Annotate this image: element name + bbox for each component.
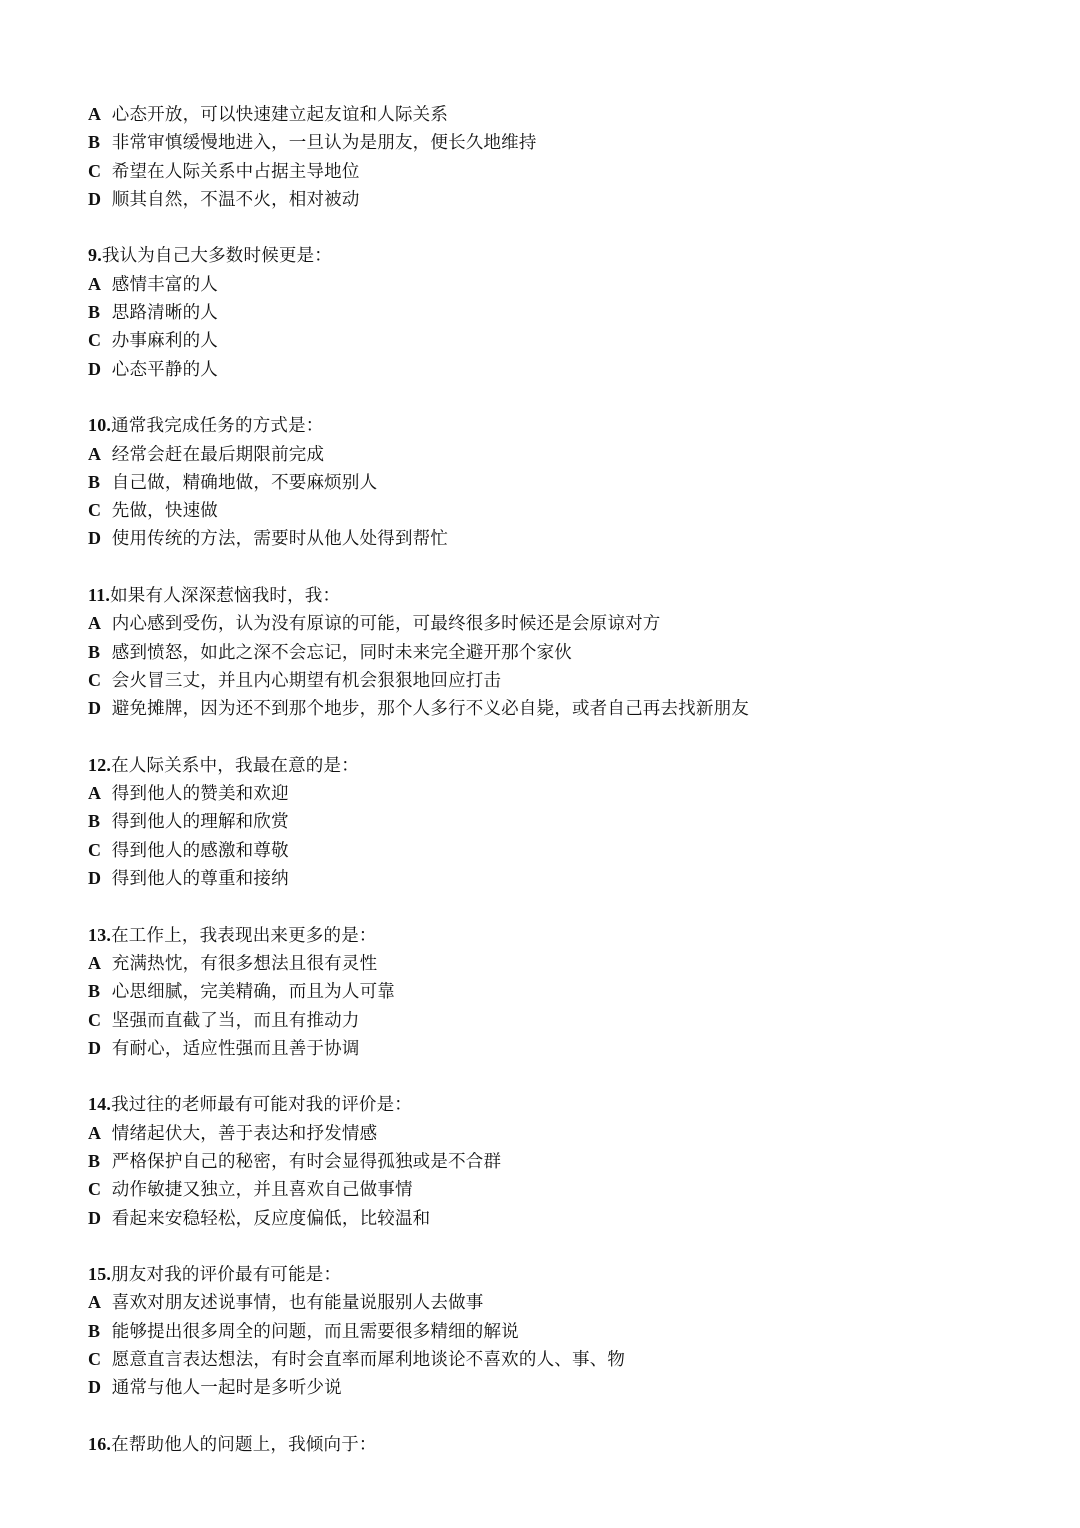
option-letter: C	[88, 160, 102, 181]
option-text: 经常会赶在最后期限前完成	[111, 444, 325, 465]
option-letter: C	[88, 669, 102, 690]
question-block	[88, 751, 1028, 892]
option-text: 愿意直言表达想法，有时会直率而犀利地谈论不喜欢的人、事、物	[111, 1350, 626, 1371]
option-letter: A	[88, 613, 102, 634]
option-letter: D	[88, 358, 102, 379]
question-text: 我认为自己大多数时候更是：	[101, 246, 333, 267]
option-letter: A	[88, 273, 102, 294]
question-text: 在帮助他人的问题上，我倾向于：	[111, 1434, 377, 1455]
option-line	[88, 1345, 1028, 1373]
option-text: 情绪起伏大，善于表达和抒发情感	[111, 1123, 378, 1144]
spacer	[88, 723, 1028, 751]
option-line	[88, 128, 1028, 156]
option-text: 思路清晰的人	[111, 303, 218, 324]
question-title	[88, 1260, 1028, 1288]
option-letter: D	[88, 1377, 102, 1398]
question-number: 10.	[88, 415, 112, 436]
option-letter: D	[88, 1037, 102, 1058]
spacer	[88, 383, 1028, 411]
question-number: 9.	[88, 245, 102, 266]
option-letter: B	[88, 981, 101, 1002]
option-text: 得到他人的赞美和欢迎	[111, 784, 289, 805]
option-line	[88, 326, 1028, 354]
option-text: 希望在人际关系中占据主导地位	[111, 161, 360, 182]
option-line	[88, 524, 1028, 552]
option-line	[88, 468, 1028, 496]
option-letter: B	[88, 641, 101, 662]
question-block	[88, 1260, 1028, 1401]
option-letter: B	[88, 1150, 101, 1171]
option-line	[88, 1373, 1028, 1401]
option-line	[88, 864, 1028, 892]
question-text: 朋友对我的评价最有可能是：	[111, 1265, 342, 1286]
option-text: 会火冒三丈，并且内心期望有机会狠狠地回应打击	[111, 670, 502, 691]
option-line	[88, 1006, 1028, 1034]
question-text: 我过往的老师最有可能对我的评价是：	[111, 1095, 413, 1116]
option-letter: B	[88, 1320, 101, 1341]
option-letter: C	[88, 1009, 102, 1030]
option-letter: D	[88, 1207, 102, 1228]
option-text: 内心感到受伤，认为没有原谅的可能，可最终很多时候还是会原谅对方	[111, 614, 661, 635]
question-number: 16.	[88, 1433, 112, 1454]
option-line	[88, 298, 1028, 326]
option-letter: A	[88, 1292, 102, 1313]
question-block	[88, 1430, 1028, 1458]
question-text: 在人际关系中，我最在意的是：	[111, 755, 359, 776]
option-letter: C	[88, 330, 102, 351]
question-number: 11.	[88, 585, 111, 606]
option-text: 心态平静的人	[111, 359, 218, 380]
option-text: 心思细腻，完美精确，而且为人可靠	[111, 982, 395, 1003]
option-line	[88, 694, 1028, 722]
option-letter: D	[88, 868, 102, 889]
question-number: 14.	[88, 1094, 112, 1115]
question-number: 15.	[88, 1264, 112, 1285]
option-text: 得到他人的尊重和接纳	[111, 869, 289, 890]
option-letter: A	[88, 952, 102, 973]
option-text: 顺其自然，不温不火，相对被动	[111, 189, 360, 210]
option-line	[88, 440, 1028, 468]
option-letter: A	[88, 443, 102, 464]
spacer	[88, 1232, 1028, 1260]
option-letter: C	[88, 1179, 102, 1200]
option-line	[88, 496, 1028, 524]
option-line	[88, 609, 1028, 637]
question-text: 在工作上，我表现出来更多的是：	[111, 925, 377, 946]
option-text: 有耐心，适应性强而且善于协调	[111, 1038, 360, 1059]
option-letter: D	[88, 698, 102, 719]
option-letter: C	[88, 500, 102, 521]
question-text: 如果有人深深惹恼我时，我：	[110, 586, 341, 607]
option-text: 充满热忱，有很多想法且很有灵性	[111, 953, 378, 974]
question-title	[88, 581, 1028, 609]
option-line	[88, 836, 1028, 864]
option-letter: C	[88, 1349, 102, 1370]
option-line	[88, 100, 1028, 128]
option-letter: A	[88, 104, 102, 124]
option-letter: B	[88, 132, 101, 153]
question-title	[88, 411, 1028, 439]
option-line	[88, 807, 1028, 835]
question-title	[88, 751, 1028, 779]
question-block	[88, 411, 1028, 552]
option-letter: C	[88, 839, 102, 860]
option-line	[88, 185, 1028, 213]
option-line	[88, 1119, 1028, 1147]
spacer	[88, 1062, 1028, 1090]
option-text: 避免摊牌，因为还不到那个地步，那个人多行不义必自毙，或者自己再去找新朋友	[111, 699, 749, 720]
option-line	[88, 157, 1028, 185]
option-line	[88, 355, 1028, 383]
option-line	[88, 779, 1028, 807]
option-text: 看起来安稳轻松，反应度偏低，比较温和	[111, 1208, 431, 1229]
option-text: 使用传统的方法，需要时从他人处得到帮忙	[111, 529, 449, 550]
option-line	[88, 1288, 1028, 1316]
question-block	[88, 581, 1028, 722]
question-text: 通常我完成任务的方式是：	[111, 416, 324, 437]
option-text: 动作敏捷又独立，并且喜欢自己做事情	[111, 1180, 413, 1201]
option-letter: D	[88, 188, 102, 209]
option-text: 自己做，精确地做，不要麻烦别人	[111, 472, 378, 493]
option-text: 先做，快速做	[111, 501, 218, 522]
question-title	[88, 1090, 1028, 1118]
option-letter: A	[88, 1122, 102, 1143]
option-letter: B	[88, 811, 101, 832]
option-line	[88, 1147, 1028, 1175]
option-letter: D	[88, 528, 102, 549]
option-letter: A	[88, 783, 102, 804]
intro-option-list	[88, 100, 1028, 213]
option-line	[88, 977, 1028, 1005]
spacer	[88, 892, 1028, 920]
spacer	[88, 553, 1028, 581]
questionnaire-page	[88, 100, 1028, 1458]
option-text: 喜欢对朋友述说事情，也有能量说服别人去做事	[111, 1293, 484, 1314]
option-line	[88, 1204, 1028, 1232]
option-text: 得到他人的理解和欣赏	[111, 812, 289, 833]
option-line	[88, 1317, 1028, 1345]
option-text: 坚强而直截了当，而且有推动力	[111, 1010, 360, 1031]
option-letter: B	[88, 302, 101, 323]
option-text: 感到愤怒，如此之深不会忘记，同时未来完全避开那个家伙	[111, 642, 572, 663]
option-line	[88, 1034, 1028, 1062]
option-text: 通常与他人一起时是多听少说	[111, 1378, 342, 1399]
option-text: 非常审慎缓慢地进入，一旦认为是朋友，便长久地维持	[111, 133, 537, 154]
option-line	[88, 666, 1028, 694]
option-text: 感情丰富的人	[111, 274, 218, 295]
option-text: 严格保护自己的秘密，有时会显得孤独或是不合群	[111, 1151, 502, 1172]
question-block	[88, 921, 1028, 1062]
option-text: 得到他人的感激和尊敬	[111, 840, 289, 861]
option-text: 办事麻利的人	[111, 331, 218, 352]
option-letter: B	[88, 471, 101, 492]
option-line	[88, 1175, 1028, 1203]
question-number: 12.	[88, 754, 112, 775]
spacer	[88, 1402, 1028, 1430]
question-title	[88, 241, 1028, 269]
question-block	[88, 241, 1028, 382]
option-line	[88, 270, 1028, 298]
question-title	[88, 921, 1028, 949]
option-text: 心态开放，可以快速建立起友谊和人际关系	[111, 105, 449, 125]
option-line	[88, 638, 1028, 666]
question-number: 13.	[88, 924, 112, 945]
option-line	[88, 949, 1028, 977]
spacer	[88, 213, 1028, 241]
question-block	[88, 1090, 1028, 1231]
option-text: 能够提出很多周全的问题，而且需要很多精细的解说	[111, 1321, 519, 1342]
question-title	[88, 1430, 1028, 1458]
